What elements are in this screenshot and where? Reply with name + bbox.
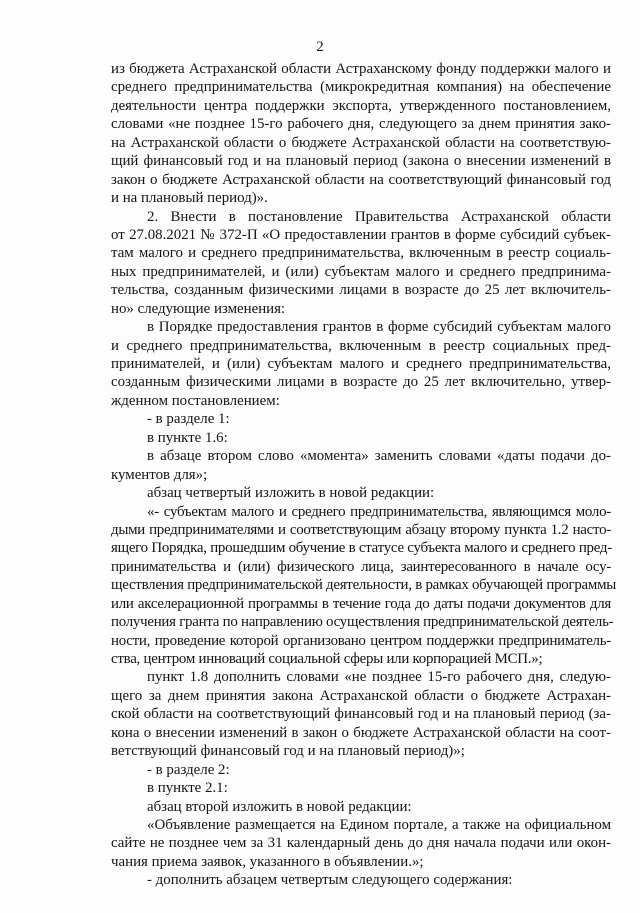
text-line: щего за днем принятия закона Астраханской области о бюджете Астрахан-	[111, 687, 611, 704]
text-line: ской области на соответствующий финансовый год и на плановый период (за-	[111, 706, 611, 723]
text-line: и на плановый период)».	[111, 190, 268, 207]
text-line: в пункте 2.1:	[147, 780, 228, 797]
text-line: кументов для»;	[111, 466, 208, 483]
text-line: или акселерационной программы в течение года до даты подачи документов для	[111, 595, 611, 612]
text-line: и среднего предпринимательства, включенным в реестр социальных пред-	[111, 337, 611, 354]
text-line: 2. Внести в постановление Правительства Астраханской области	[147, 208, 611, 225]
text-line: ветствующий финансовый год и на плановый период)»;	[111, 743, 465, 760]
text-line: дыми предпринимателями и соответствующим абзацу второму пункта 1.2 насто-	[111, 521, 611, 538]
text-line: ности, проведение которой организовано центром поддержки предприниматель-	[111, 632, 611, 649]
text-line: «- субъектам малого и среднего предпринимательства, являющимся моло-	[147, 503, 611, 520]
text-line: принимателей, и (или) субъектам малого и среднего предпринимательства,	[111, 356, 611, 372]
text-line: но» следующие изменения:	[111, 300, 286, 317]
text-line: созданным физическими лицами в возрасте до 25 лет включительно, утвер-	[111, 374, 611, 391]
text-line: - дополнить абзацем четвертым следующего содержания:	[147, 872, 513, 889]
text-line: щий финансовый год и на плановый период (закона о внесении изменений в	[111, 153, 611, 170]
text-line: абзац второй изложить в новой редакции:	[147, 798, 412, 815]
text-line: пункт 1.8 дополнить словами «не позднее 15-го рабочего дня, следую-	[147, 669, 611, 686]
text-line: кона о внесении изменений в закон о бюджете Астраханской области на соот-	[111, 724, 611, 741]
text-line: там малого и среднего предпринимательства, включенным в реестр социаль-	[111, 245, 611, 262]
text-line: в пункте 1.6:	[147, 429, 228, 446]
text-line: принимательства и (или) физического лица, заинтересованного в начале осу-	[111, 558, 611, 575]
text-line: среднего предпринимательства (микрокредитная компания) на обеспечение	[111, 79, 611, 96]
text-line: деятельности центра поддержки экспорта, утвержденного постановлением,	[111, 97, 611, 114]
text-line: ных предпринимателей, и (или) субъектам малого и среднего предпринима-	[111, 263, 611, 280]
text-line: в Порядке предоставления грантов в форме субсидий субъектам малого	[147, 319, 611, 336]
text-line: в абзаце втором слово «момента» заменить словами «даты подачи до-	[147, 448, 611, 465]
text-line: - в разделе 2:	[147, 761, 230, 778]
text-line: чания приема заявок, указанного в объявлении.»;	[111, 853, 424, 870]
text-line: на Астраханской области о бюджете Астраханской области на соответствую-	[111, 134, 611, 151]
text-line: закон о бюджете Астраханской области на соответствующий финансовый год	[111, 171, 611, 188]
text-line: словами «не позднее 15-го рабочего дня, следующего за днем принятия зако-	[111, 116, 611, 133]
text-line: «Объявление размещается на Едином портале, а также на официальном	[147, 816, 611, 833]
text-line: из бюджета Астраханской области Астраханскому фонду поддержки малого и	[111, 61, 611, 77]
text-line: ства, центром инноваций социальной сферы или корпорацией МСП.»;	[111, 651, 543, 667]
text-line: от 27.08.2021 № 372-П «О предоставлении грантов в форме субсидий субъек-	[111, 226, 611, 243]
text-line: сайте не позднее чем за 31 календарный день до дня начала подачи или окон-	[111, 835, 611, 852]
text-line: получения гранта по направлению осуществления предпринимательской деятель-	[111, 614, 614, 631]
text-line: абзац четвертый изложить в новой редакции:	[147, 485, 435, 502]
page-number: 2	[316, 39, 324, 55]
text-line: тельства, созданным физическими лицами в возрасте до 25 лет включитель-	[111, 282, 611, 299]
text-line: ществления предпринимательской деятельности, в рамках обучающей программы	[111, 577, 616, 594]
document-body	[111, 60, 616, 890]
text-line: - в разделе 1:	[147, 411, 230, 428]
text-line: ящего Порядка, прошедшим обучение в статусе субъекта малого и среднего пред-	[111, 540, 612, 557]
text-line: жденном постановлением:	[111, 392, 280, 409]
